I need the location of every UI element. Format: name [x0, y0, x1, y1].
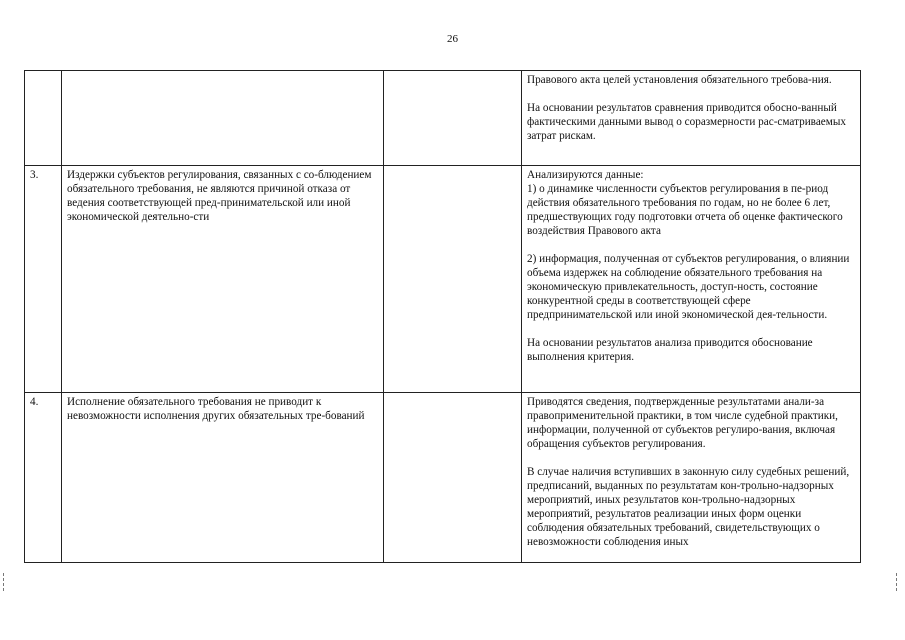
description-paragraph: Приводятся сведения, подтвержденные результатами анали-за правоприменительной практики, в том числе судебной практики, информации, полученной от субъектов регулиро-вания, включая обращения субъектов регулирования. — [527, 396, 838, 450]
row-number-cell — [25, 71, 62, 166]
page-number: 26 — [447, 33, 458, 45]
table-row — [25, 166, 861, 393]
criterion-cell: Исполнение обязательного требования не приводит к невозможности исполнения других обязательных тре-бований — [62, 393, 384, 563]
description-cell — [522, 71, 861, 166]
row-number-cell: 3. — [25, 166, 62, 393]
empty-cell — [384, 166, 522, 393]
description-paragraph: Анализируются данные: 1) о динамике численности субъектов регулирования в пе-риод действия обязательного требования по годам, но не более 6 лет, предшествующих году подготовки отчета об оценке фактического воздействия Правового акта — [527, 169, 843, 237]
row-number-cell: 4. — [25, 393, 62, 563]
description-paragraph: На основании результатов анализа приводится обоснование выполнения критерия. — [527, 337, 813, 363]
description-cell — [522, 393, 861, 563]
criterion-cell: Издержки субъектов регулирования, связанных с со-блюдением обязательного требования, не являются причиной отказа от ведения соответствующей пред-принимательской или иной экономической деятельно-сти — [62, 166, 384, 393]
scan-edge-mark — [3, 573, 6, 591]
description-cell — [522, 166, 861, 393]
criterion-cell — [62, 71, 384, 166]
description-paragraph: Правового акта целей установления обязательного требова-ния. — [527, 74, 832, 86]
empty-cell — [384, 393, 522, 563]
scan-edge-mark — [896, 573, 899, 591]
description-paragraph: В случае наличия вступивших в законную силу судебных решений, предписаний, выданных по результатам кон-трольно-надзорных мероприятий, иных результатов кон-трольно-надзорных мероприятий, результатов реализации иных форм оценки соблюдения обязательных требований, свидетельствующих о невозможности соблюдения иных — [527, 466, 850, 548]
empty-cell — [384, 71, 522, 166]
table-row — [25, 71, 861, 166]
description-paragraph: 2) информация, полученная от субъектов регулирования, о влиянии объема издержек на соблюдение обязательного требования на экономическую привлекательность, доступ-ность, состояние конкурентной среды в соответствующей сфере предпринимательской или иной экономической дея-тельности. — [527, 253, 850, 321]
description-paragraph: На основании результатов сравнения приводится обосно-ванный фактическими данными вывод о соразмерности рас-сматриваемых затрат рискам. — [527, 102, 846, 142]
table-row — [25, 393, 861, 563]
criteria-table — [24, 70, 861, 563]
